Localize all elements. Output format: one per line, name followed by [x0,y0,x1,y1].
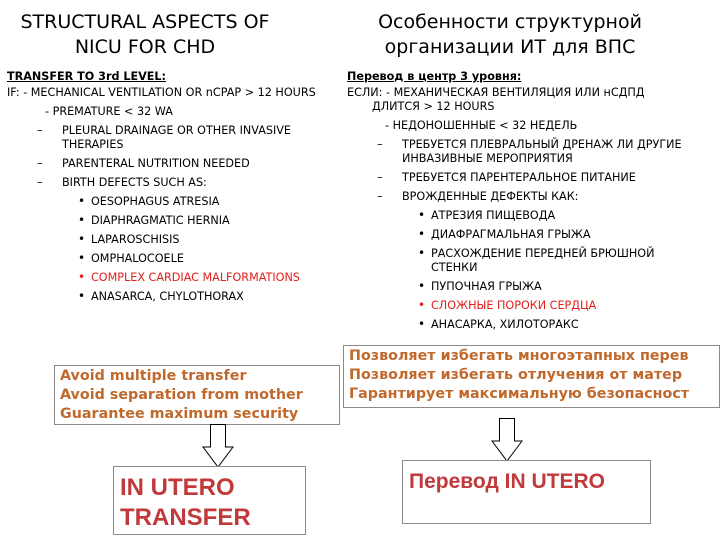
bullet-icon: • [418,227,426,241]
defect-text: АНАСАРКА, ХИЛОТОРАКС [431,318,579,331]
english-column [7,70,337,309]
dash-item: – BIRTH DEFECTS SUCH AS: [37,176,207,189]
russian-column [347,70,687,337]
premature-criterion: - НЕДОНОШЕННЫЕ < 32 НЕДЕЛЬ [385,119,578,132]
bullet-icon: • [418,298,426,312]
benefits-box-english [54,365,340,425]
dash-item-text: PARENTERAL NUTRITION NEEDED [62,157,250,170]
ventilation-criterion: ЕСЛИ: - МЕХАНИЧЕСКАЯ ВЕНТИЛЯЦИЯ ИЛИ нСДПД ДЛИТСЯ > 12 HOURS [347,86,645,113]
defect-item [347,247,687,275]
defect-text: LAPAROSCHISIS [91,233,180,246]
dash-item-text: ТРЕБУЕТСЯ ПЛЕВРАЛЬНЫЙ ДРЕНАЖ ЛИ ДРУГИЕ ИНВАЗИВНЫЕ МЕРОПРИЯТИЯ [402,138,682,165]
transfer-heading: Перевод в центр 3 уровня: [347,70,522,83]
defect-item [347,209,687,223]
bullet-icon: • [418,246,426,260]
bullet-icon: • [78,289,86,303]
defect-item [347,280,687,294]
dash-item: – ВРОЖДЕННЫЕ ДЕФЕКТЫ КАК: [377,190,579,203]
defect-text: DIAPHRAGMATIC HERNIA [91,214,230,227]
dash-item: – ТРЕБУЕТСЯ ПАРЕНТЕРАЛЬНОЕ ПИТАНИЕ [377,171,636,184]
bullet-icon: • [78,213,86,227]
defect-item [347,318,687,332]
down-arrow-icon [490,418,524,462]
defect-item [7,195,337,209]
defect-item [7,214,337,228]
bullet-icon: • [78,270,86,284]
dash-item: – ТРЕБУЕТСЯ ПЛЕВРАЛЬНЫЙ ДРЕНАЖ ЛИ ДРУГИЕ ИНВАЗИВНЫЕ МЕРОПРИЯТИЯ [377,138,682,165]
defect-item-highlighted [7,271,337,285]
defect-text: РАСХОЖДЕНИЕ ПЕРЕДНЕЙ БРЮШНОЙ СТЕНКИ [431,247,655,274]
dash-item-text: PLEURAL DRAINAGE OR OTHER INVASIVE THERAPIES [62,124,291,151]
bullet-icon: • [78,232,86,246]
benefit-line: Guarantee maximum security [60,406,299,422]
ventilation-criterion: IF: - MECHANICAL VENTILATION OR nCPAP > 12 HOURS [7,86,316,99]
defect-item [347,228,687,242]
defect-item [7,252,337,266]
defect-text: АТРЕЗИЯ ПИЩЕВОДА [431,209,556,222]
down-arrow-icon [201,424,235,468]
defect-text: ПУПОЧНАЯ ГРЫЖА [431,280,542,293]
dash-item-text: ТРЕБУЕТСЯ ПАРЕНТЕРАЛЬНОЕ ПИТАНИЕ [402,171,636,184]
defect-text: ДИАФРАГМАЛЬНАЯ ГРЫЖА [431,228,591,241]
bullet-icon: • [418,317,426,331]
bullet-icon: • [418,208,426,222]
benefit-line: Позволяет избегать многоэтапных перев [349,348,689,364]
defect-text: COMPLEX CARDIAC MALFORMATIONS [91,271,300,284]
premature-criterion: - PREMATURE < 32 WA [45,105,173,118]
birth-defects-list [7,195,337,304]
slide-title-russian: Особенности структурной организации ИТ для ВПС [378,11,642,58]
benefits-box-russian [343,345,720,408]
benefit-line: Avoid separation from mother [60,387,303,403]
dash-item: – PARENTERAL NUTRITION NEEDED [37,157,250,170]
birth-defects-list [347,209,687,332]
defect-text: ANASARCA, CHYLOTHORAX [91,290,244,303]
defect-item-highlighted [347,299,687,313]
in-utero-transfer-box: IN UTERO TRANSFER [113,466,306,535]
bullet-icon: • [418,279,426,293]
transfer-heading: TRANSFER TO 3rd LEVEL: [7,70,167,83]
dash-item-text: ВРОЖДЕННЫЕ ДЕФЕКТЫ КАК: [402,190,579,203]
bullet-icon: • [78,194,86,208]
dash-item: – PLEURAL DRAINAGE OR OTHER INVASIVE THERAPIES [37,124,291,151]
defect-text: OMPHALOCOELE [91,252,184,265]
dash-item-text: BIRTH DEFECTS SUCH AS: [62,176,207,189]
slide-title-english: STRUCTURAL ASPECTS OF NICU FOR CHD [20,11,270,58]
defect-text: OESOPHAGUS ATRESIA [91,195,220,208]
defect-text: СЛОЖНЫЕ ПОРОКИ СЕРДЦА [431,299,597,312]
benefit-line: Avoid multiple transfer [60,368,247,384]
bullet-icon: • [78,251,86,265]
in-utero-transfer-box: Перевод IN UTERO [402,460,651,524]
defect-item [7,233,337,247]
defect-item [7,290,337,304]
benefit-line: Позволяет избегать отлучения от матер [349,367,683,383]
benefit-line: Гарантирует максимальную безопасност [349,386,690,402]
